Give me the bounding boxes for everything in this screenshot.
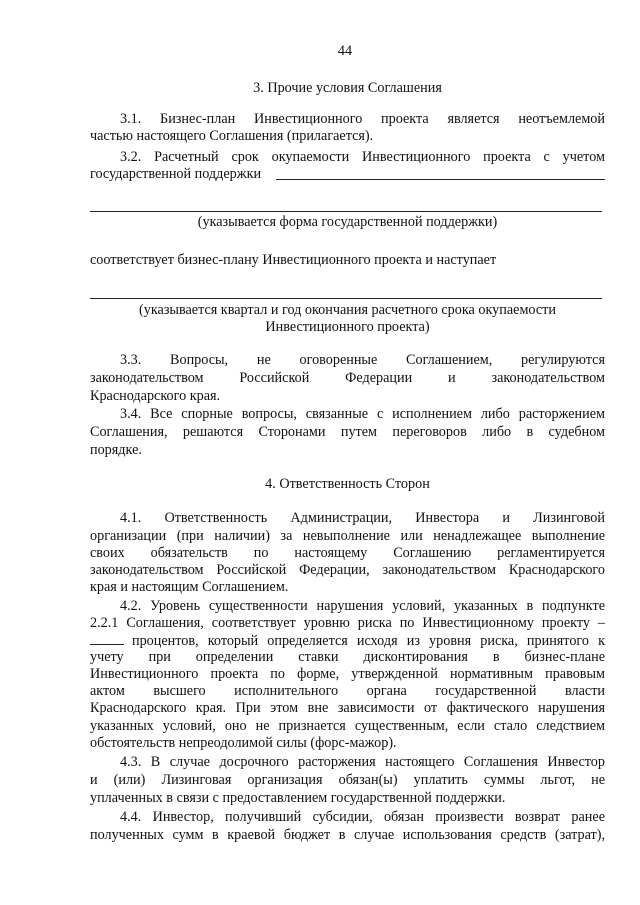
paragraph-4-2-line-8: указанных условий, оно не признается существенным, если стало следствием [90,718,605,734]
fill-in-line [90,298,602,299]
fill-in-line [276,179,605,180]
paragraph-4-2-line-1: 4.2. Уровень существенности нарушения условий, указанных в подпункте [120,598,605,614]
paragraph-4-1-line-3: своих обязательств по настоящему Соглашению регламентируется [90,545,605,561]
paragraph-3-3-line-3: Краснодарского края. [90,388,221,404]
paragraph-3-1-line-1: 3.1. Бизнес-план Инвестиционного проекта является неотъемлемой [120,111,605,127]
paragraph-4-3-line-3: уплаченных в связи с предоставлением государственной поддержки. [90,790,506,806]
caption-payback-period-line-2: Инвестиционного проекта) [265,319,430,335]
paragraph-3-3-line-2: законодательством Российской Федерации и законодательством [90,370,605,386]
paragraph-4-3-line-2: и (или) Лизинговая организация обязан(ы) уплатить суммы льгот, не [90,772,605,788]
paragraph-4-1-line-4: законодательством Российской Федерации, законодательством Краснодарского [90,562,605,578]
paragraph-4-2-line-2: 2.2.1 Соглашения, соответствует уровню риска по Инвестиционному проекту – [90,615,605,631]
paragraph-3-4-line-3: порядке. [90,442,142,458]
paragraph-3-1-line-2: частью настоящего Соглашения (прилагается). [90,128,374,144]
paragraph-corresponds: соответствует бизнес-плану Инвестиционного проекта и наступает [90,252,497,268]
paragraph-4-2-line-9: обстоятельств непреодолимой силы (форс-мажор). [90,735,397,751]
paragraph-3-2-line-1: 3.2. Расчетный срок окупаемости Инвестиционного проекта с учетом [120,149,605,165]
fill-in-line [90,211,602,212]
paragraph-4-4-line-2: полученных сумм в краевой бюджет в случае использования средств (затрат), [90,827,605,843]
paragraph-4-1-line-2: организации (при наличии) за невыполнение или ненадлежащее выполнение [90,528,605,544]
caption-payback-period-line-1: (указывается квартал и год окончания расчетного срока окупаемости [139,302,556,318]
paragraph-4-1-line-5: края и настоящим Соглашением. [90,579,289,595]
paragraph-4-2-line-3-text: процентов, который определяется исходя из уровня риска, принятого к [132,633,605,649]
section-4-heading: 4. Ответственность Сторон [265,476,430,492]
paragraph-4-3-line-1: 4.3. В случае досрочного расторжения настоящего Соглашения Инвестор [120,754,605,770]
paragraph-4-2-line-5: Инвестиционного проекта по форме, утвержденной нормативным правовым [90,666,605,682]
paragraph-3-4-line-1: 3.4. Все спорные вопросы, связанные с исполнением либо расторжением [120,406,605,422]
caption-state-support-form: (указывается форма государственной поддержки) [197,214,498,230]
paragraph-4-2-line-7: Краснодарского края. При этом вне зависимости от фактического нарушения [90,700,605,716]
paragraph-4-4-line-1: 4.4. Инвестор, получивший субсидии, обязан произвести возврат ранее [120,809,605,825]
page-number: 44 [337,43,353,59]
section-3-heading: 3. Прочие условия Соглашения [253,80,442,96]
paragraph-4-1-line-1: 4.1. Ответственность Администрации, Инвестора и Лизинговой [120,510,605,526]
paragraph-3-2-line-2 [90,166,261,183]
paragraph-4-2-line-3 [90,632,605,650]
paragraph-3-4-line-2: Соглашения, решаются Сторонами путем переговоров либо в судебном [90,424,605,440]
percent-blank [90,632,124,645]
paragraph-3-3-line-1: 3.3. Вопросы, не оговоренные Соглашением, регулируются [120,352,605,368]
paragraph-3-2-text: государственной поддержки [90,166,262,182]
paragraph-4-2-line-6: актом высшего исполнительного органа государственной власти [90,683,605,699]
paragraph-4-2-line-4: учету при определении ставки дисконтирования в бизнес-плане [90,649,605,665]
